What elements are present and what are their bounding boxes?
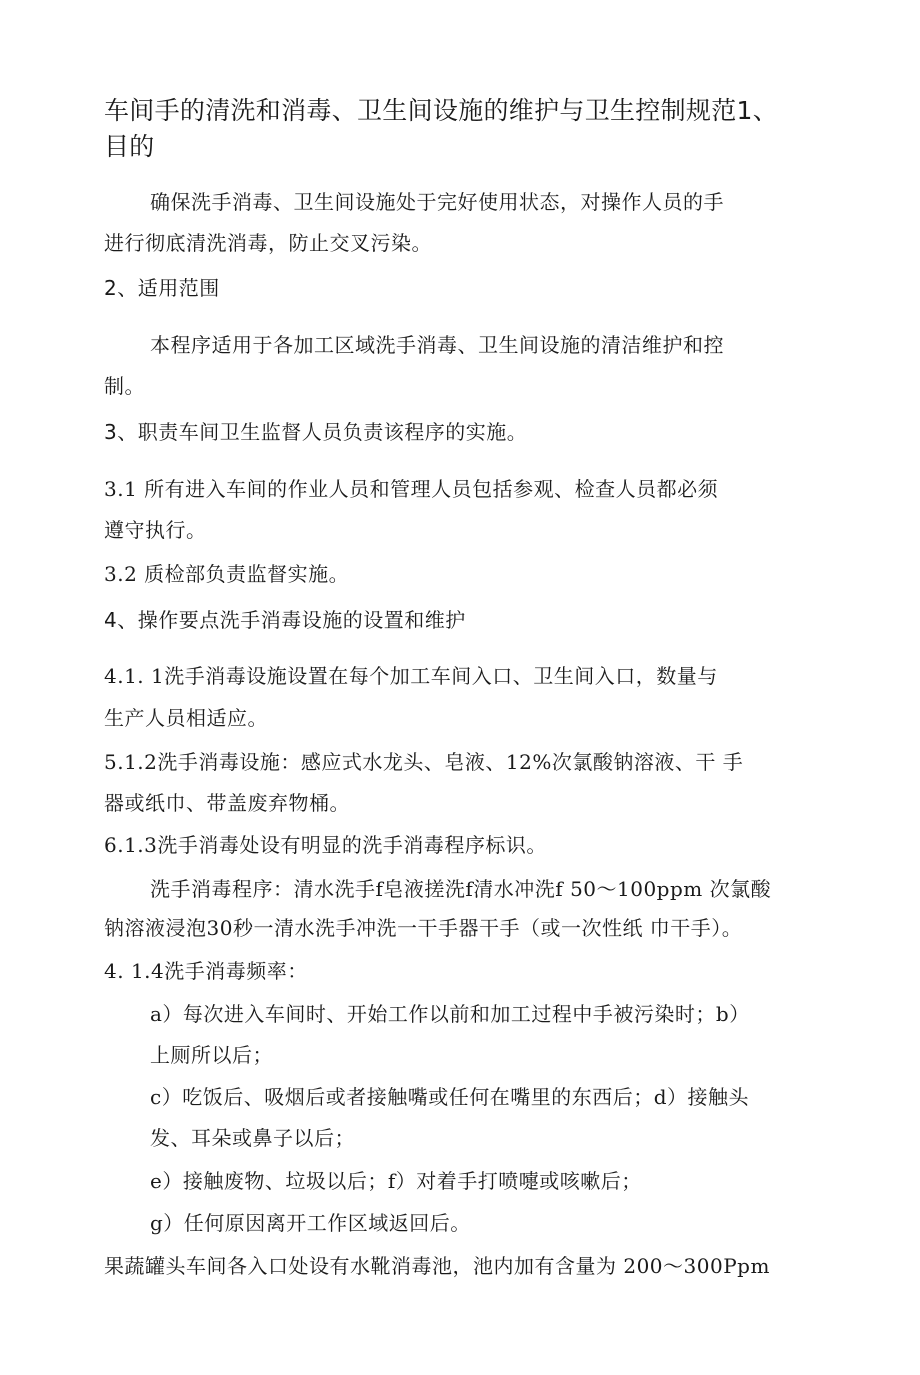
item-3-1-line-2: 遵守执行。 — [104, 518, 207, 542]
item-5-1-2-line-1: 5.1.2洗手消毒设施：感应式水龙头、皂液、12%次氯酸钠溶液、干 手 — [104, 750, 744, 774]
frequency-line-4: 发、耳朵或鼻子以后； — [150, 1126, 355, 1150]
purpose-text-line-2: 进行彻底清洗消毒，防止交叉污染。 — [104, 231, 432, 255]
item-4-1-1-line-2: 生产人员相适应。 — [104, 706, 268, 730]
operation-heading: 4、操作要点洗手消毒设施的设置和维护 — [104, 608, 466, 632]
frequency-line-1: a）每次进入车间时、开始工作以前和加工过程中手被污染时；b） — [150, 1002, 750, 1026]
scope-heading: 2、适用范围 — [104, 276, 220, 300]
procedure-line-1: 洗手消毒程序：清水洗手f皂液搓洗f清水冲洗f 50〜100ppm 次氯酸 — [150, 877, 772, 901]
scope-text-line-2: 制。 — [104, 374, 145, 398]
item-1-4-heading: 4. 1.4洗手消毒频率： — [104, 959, 308, 983]
scope-text-line-1: 本程序适用于各加工区域洗手消毒、卫生间设施的清洁维护和控 — [150, 333, 724, 357]
item-3-1-line-1: 3.1 所有进入车间的作业人员和管理人员包括参观、检查人员都必须 — [104, 477, 719, 501]
item-6-1-3: 6.1.3洗手消毒处设有明显的洗手消毒程序标识。 — [104, 833, 547, 857]
frequency-line-2: 上厕所以后； — [150, 1043, 273, 1067]
frequency-line-3: c）吃饭后、吸烟后或者接触嘴或任何在嘴里的东西后；d）接触头 — [150, 1085, 750, 1109]
frequency-line-6: g）任何原因离开工作区域返回后。 — [150, 1211, 471, 1235]
purpose-text-line-1: 确保洗手消毒、卫生间设施处于完好使用状态，对操作人员的手 — [150, 190, 724, 214]
item-4-1-1-line-1: 4.1. 1洗手消毒设施设置在每个加工车间入口、卫生间入口，数量与 — [104, 664, 718, 688]
document-title-line-2: 目的 — [104, 132, 155, 161]
item-3-2: 3.2 质检部负责监督实施。 — [104, 562, 350, 586]
procedure-line-2: 钠溶液浸泡30秒一清水洗手冲洗一干手器干手（或一次性纸 巾干手）。 — [104, 916, 743, 940]
frequency-line-5: e）接触废物、垃圾以后；f）对着手打喷嚏或咳嗽后； — [150, 1169, 642, 1193]
responsibility-heading: 3、职责车间卫生监督人员负责该程序的实施。 — [104, 420, 528, 444]
document-title-line-1: 车间手的清洗和消毒、卫生间设施的维护与卫生控制规范1、 — [104, 96, 779, 125]
footer-line: 果蔬罐头车间各入口处设有水靴消毒池，池内加有含量为 200〜300Ppm — [104, 1254, 770, 1278]
item-5-1-2-line-2: 器或纸巾、带盖废弃物桶。 — [104, 791, 350, 815]
